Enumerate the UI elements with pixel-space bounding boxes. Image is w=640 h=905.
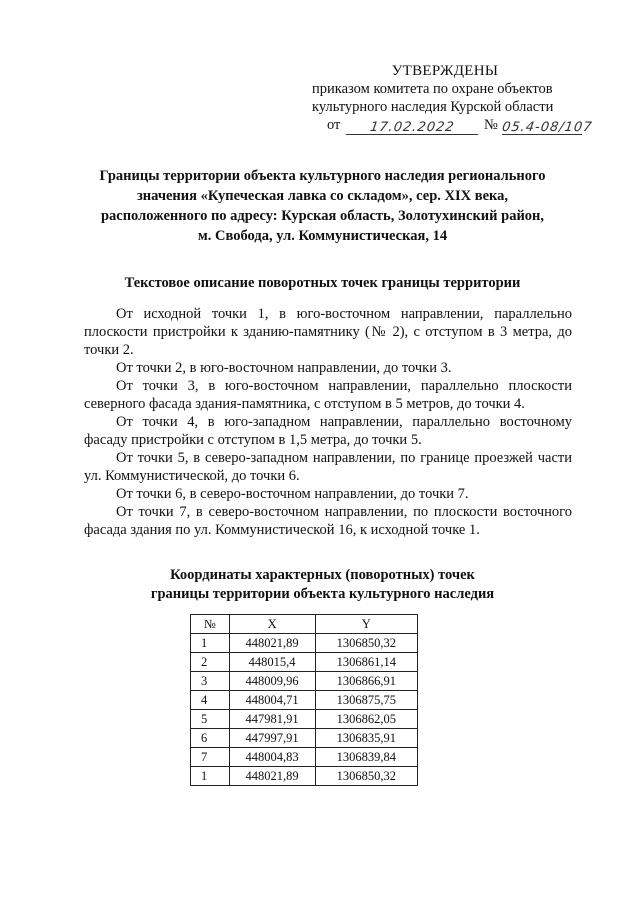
- cell-x: 448004,83: [229, 748, 315, 767]
- table-row: [191, 653, 418, 672]
- document-title: [60, 166, 585, 246]
- document-title-line-4: м. Свобода, ул. Коммунистическая, 14: [197, 228, 448, 244]
- description-paragraph: От точки 7, в северо-восточном направлении, по плоскости восточного фасада здания по ул. Коммунистической 16, к исходной точке 1.: [84, 504, 572, 538]
- cell-x: 447997,91: [229, 729, 315, 748]
- cell-x: 448009,96: [229, 672, 315, 691]
- cell-x: 448004,71: [229, 691, 315, 710]
- header-number: №: [191, 615, 230, 634]
- table-row: [191, 729, 418, 748]
- cell-x: 448021,89: [229, 767, 315, 786]
- cell-x: 447981,91: [229, 710, 315, 729]
- date-prefix: от: [327, 117, 341, 133]
- cell-number: 6: [191, 729, 230, 748]
- boundary-description: [84, 305, 572, 539]
- coordinates-title-line-2: границы территории объекта культурного наследия: [150, 586, 495, 602]
- cell-y: 1306866,91: [315, 672, 417, 691]
- table-row: [191, 634, 418, 653]
- header-x: X: [229, 615, 315, 634]
- description-paragraph: От точки 5, в северо-западном направлении, по границе проезжей части ул. Коммунистической, до точки 6.: [84, 450, 572, 484]
- cell-y: 1306850,32: [315, 634, 417, 653]
- cell-y: 1306862,05: [315, 710, 417, 729]
- number-prefix: №: [484, 117, 498, 133]
- coordinates-title-line-1: Координаты характерных (поворотных) точек: [170, 567, 475, 583]
- cell-y: 1306861,14: [315, 653, 417, 672]
- table-row: [191, 748, 418, 767]
- cell-y: 1306835,91: [315, 729, 417, 748]
- approval-date-row: [312, 116, 602, 136]
- coordinates-table: [190, 614, 418, 786]
- description-paragraph: От точки 4, в юго-западном направлении, параллельно восточному фасаду пристройки с отступом в 1,5 метра, до точки 5.: [84, 414, 572, 448]
- table-row: [191, 710, 418, 729]
- cell-number: 1: [191, 767, 230, 786]
- table-row: [191, 691, 418, 710]
- approval-line-2: культурного наследия Курской области: [312, 99, 554, 115]
- approval-line-1: приказом комитета по охране объектов: [312, 81, 553, 97]
- header-y: Y: [315, 615, 417, 634]
- handwritten-number: 05.4-08/107: [501, 120, 594, 135]
- number-field: [501, 118, 594, 135]
- description-paragraph: От точки 6, в северо-восточном направлении, до точки 7.: [116, 486, 469, 502]
- document-title-line-2: значения «Купеческая лавка со складом», сер. XIX века,: [136, 188, 509, 204]
- table-row: [191, 672, 418, 691]
- cell-number: 2: [191, 653, 230, 672]
- cell-x: 448021,89: [229, 634, 315, 653]
- cell-number: 5: [191, 710, 230, 729]
- table-row: [191, 767, 418, 786]
- cell-y: 1306850,32: [315, 767, 417, 786]
- document-title-line-3: расположенного по адресу: Курская область, Золотухинский район,: [100, 208, 545, 224]
- cell-y: 1306875,75: [315, 691, 417, 710]
- date-field: [346, 118, 478, 135]
- approval-block: [312, 62, 602, 136]
- cell-x: 448015,4: [229, 653, 315, 672]
- coordinates-title: [60, 566, 585, 604]
- approval-title: УТВЕРЖДЕНЫ: [391, 63, 499, 79]
- table-header-row: [191, 615, 418, 634]
- cell-y: 1306839,84: [315, 748, 417, 767]
- cell-number: 4: [191, 691, 230, 710]
- document-title-line-1: Границы территории объекта культурного наследия регионального: [99, 168, 546, 184]
- cell-number: 3: [191, 672, 230, 691]
- cell-number: 7: [191, 748, 230, 767]
- cell-number: 1: [191, 634, 230, 653]
- description-paragraph: От исходной точки 1, в юго-восточном направлении, параллельно плоскости пристройки к зданию-памятнику (№ 2), с отступом в 3 метра, до точки 2.: [84, 306, 572, 358]
- description-paragraph: От точки 3, в юго-восточном направлении, параллельно плоскости северного фасада здания-памятника, с отступом в 5 метров, до точки 4.: [84, 378, 572, 412]
- handwritten-date: 17.02.2022: [368, 120, 456, 135]
- description-paragraph: От точки 2, в юго-восточном направлении, до точки 3.: [116, 360, 452, 376]
- section-title: Текстовое описание поворотных точек границы территории: [124, 275, 521, 291]
